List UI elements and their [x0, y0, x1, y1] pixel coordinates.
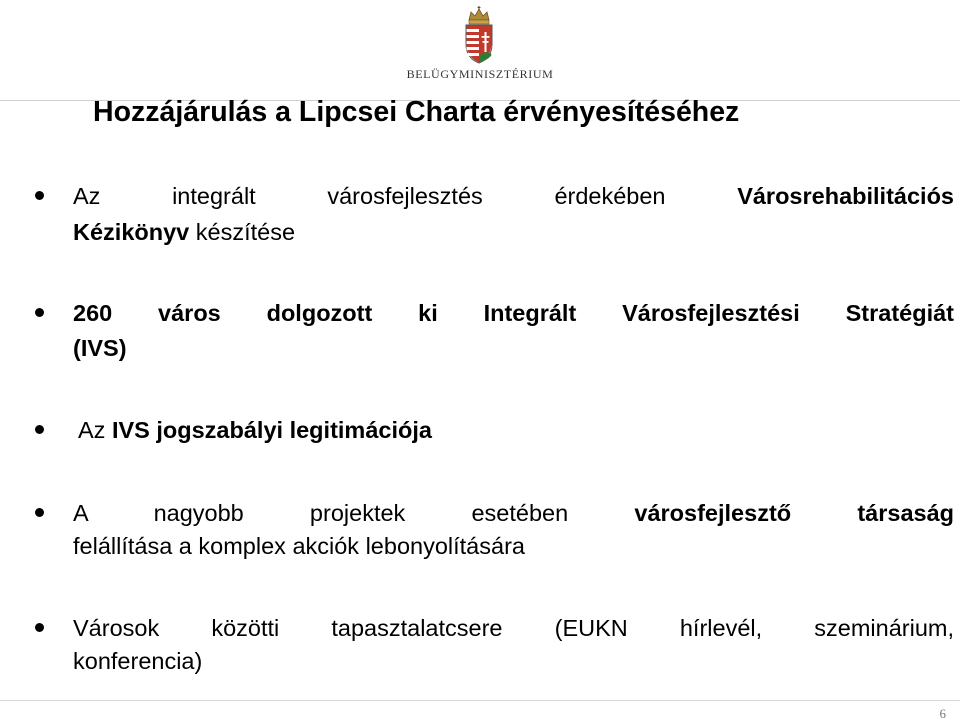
bullet-4-line-2: felállítása a komplex akciók lebonyolítására — [73, 533, 525, 559]
coat-of-arms-icon — [459, 6, 499, 64]
ministry-name: BELÜGYMINISZTÉRIUM — [406, 67, 554, 81]
bullet-4-line-1: A nagyobb projektek esetében városfejlesztő társaság — [73, 500, 955, 526]
bullet-dot — [35, 191, 44, 200]
bullet-3-line-1: Az IVS jogszabályi legitimációja — [78, 417, 432, 443]
bullet-1-line-1: Az integrált városfejlesztés érdekében Városrehabilitációs — [73, 183, 955, 209]
bullet-dot — [35, 425, 44, 434]
ministry-logo — [0, 6, 960, 86]
bullet-5-line-2: konferencia) — [73, 648, 203, 674]
footer-divider — [0, 700, 960, 701]
bullet-5-line-1: Városok közötti tapasztalatcsere (EUKN hírlevél, szeminárium, — [73, 615, 954, 641]
page-number: 6 — [939, 706, 946, 721]
bullet-dot — [35, 308, 44, 317]
bullet-2-line-1: 260 város dolgozott ki Integrált Városfejlesztési Stratégiát — [73, 300, 954, 326]
slide-title: Hozzájárulás a Lipcsei Charta érvényesítéséhez — [93, 96, 740, 128]
bullet-dot — [35, 623, 44, 632]
bullet-dot — [35, 508, 44, 517]
bullet-1-line-2: Kézikönyv készítése — [73, 219, 296, 245]
bullet-2-line-2: (IVS) — [73, 335, 127, 361]
